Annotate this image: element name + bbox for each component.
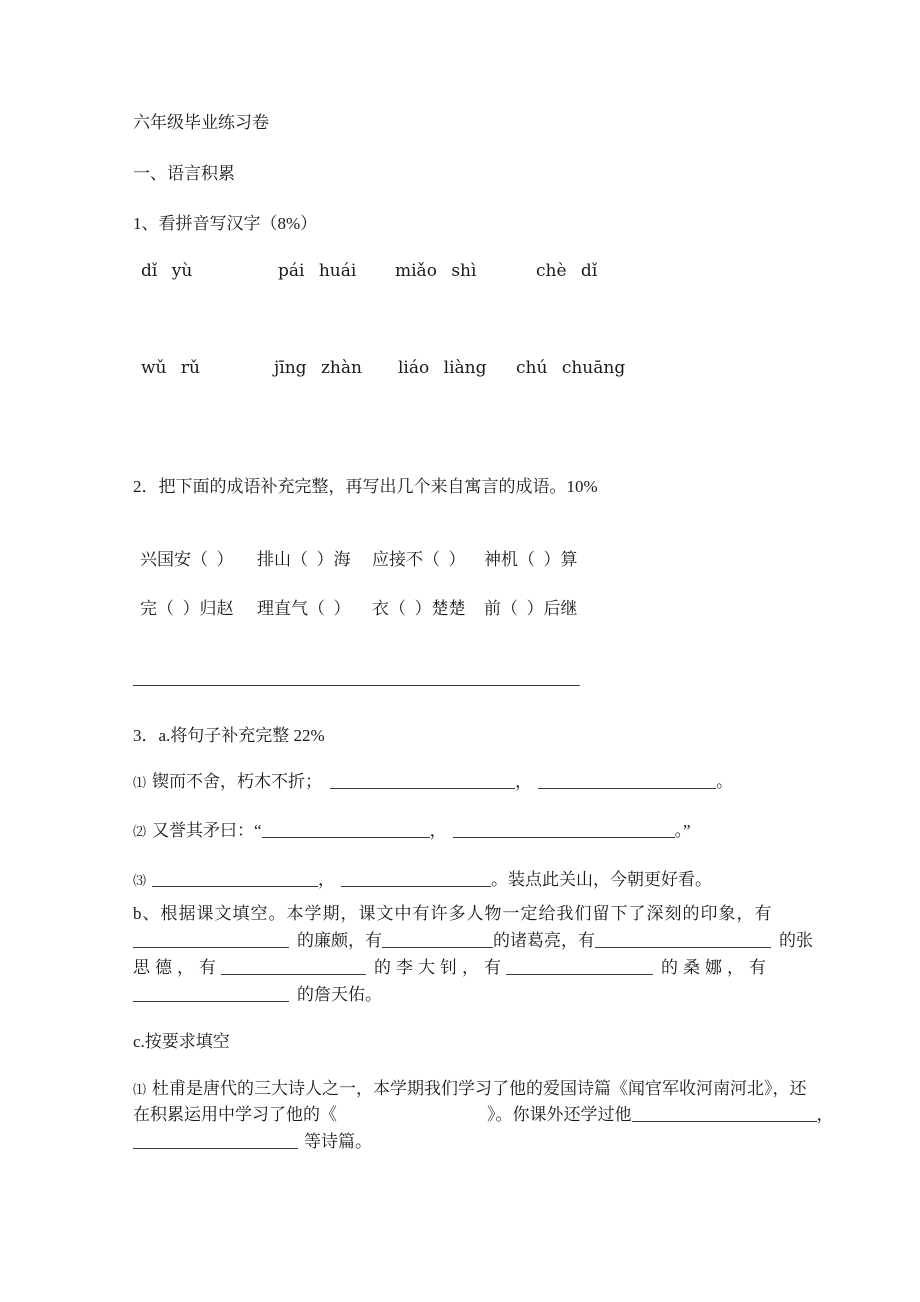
fill-blank [133,986,289,1002]
idiom-item: 完（ ）归赵 [140,599,234,618]
q3c-label-text: c.按要求填空 [133,1032,230,1051]
q2-label-text: 2．把下面的成语补充完整，再写出几个来自寓言的成语。10% [133,477,598,496]
section1-heading-text: 一、语言积累 [133,164,235,183]
pinyin-word: wǔ rǔ [141,358,200,378]
fill-blank [133,1133,298,1149]
idiom-item: 兴国安（ ） [140,550,234,569]
paragraph-text: 的李大钊，有 [374,958,506,977]
paragraph-text: 的桑娜，有 [661,958,771,977]
item-text: ， [515,772,533,791]
item-text: ， [318,870,336,889]
fill-blank [538,773,716,789]
item-text: 。” [674,821,691,840]
q3b-line-4 [133,984,803,1006]
pinyin-word: pái huái [278,261,357,281]
pinyin-word: dǐ yù [141,261,193,281]
idiom-item: 排山（ ）海 [257,550,351,569]
paragraph-text: 的詹天佑。 [297,985,382,1004]
fill-blank [330,773,515,789]
exam-title-text: 六年级毕业练习卷 [133,113,269,132]
idiom-item: 应接不（ ） [372,550,466,569]
fill-blank [341,871,491,887]
q3c-line-1 [133,1078,807,1102]
paragraph-text: 在积累运用中学习了他的《 [133,1105,337,1124]
q3b-line-3 [133,957,803,979]
q1-label-text: 1、看拼音写汉字（8%） [133,214,318,233]
paragraph-text: 等诗篇。 [304,1132,372,1151]
idiom-item: 前（ ）后继 [484,599,578,618]
q3-item-3 [133,869,803,893]
paragraph-text: 的廉颇，有 [297,931,382,950]
q3b-line-2 [133,930,813,952]
fill-blank [595,932,771,948]
paragraph-text: 杜甫是唐代的三大诗人之一，本学期我们学习了他的爱国诗篇《闻官军收河南河北》，还 [152,1079,807,1098]
idiom-item: 理直气（ ） [257,599,351,618]
item-number: ⑴ [133,776,147,791]
q3c-label [133,1031,803,1053]
fill-blank [262,822,430,838]
pinyin-word: chú chuāng [516,358,626,378]
item-text: 。 [716,772,734,791]
fill-blank [133,932,289,948]
fill-blank [453,822,675,838]
answer-blank-line [133,670,580,686]
q3-label [133,725,803,747]
q3c-line-3 [133,1131,803,1153]
pinyin-word: miǎo shì [395,261,477,281]
paragraph-text: ， [816,1105,834,1124]
item-text: 锲而不舍，朽木不折； [152,772,323,791]
q3-label-text: 3．a.将句子补充完整 22% [133,726,325,745]
idiom-item: 神机（ ）算 [484,550,578,569]
item-number: ⑴ [133,1083,147,1098]
q1-label [133,213,803,235]
paragraph-text: b、根据课文填空。本学期，课文中有许多人物一定给我们留下了深刻的印象，有 [133,904,773,923]
book-title-gap [337,1105,487,1120]
paragraph-text: 的张 [779,931,813,950]
paragraph-text: 的诸葛亮，有 [493,931,595,950]
fill-blank [152,871,318,887]
item-text: ， [429,821,447,840]
fill-blank [221,959,366,975]
q3-item-1 [133,771,803,795]
fill-blank [506,959,653,975]
q3c-line-2 [133,1104,834,1126]
pinyin-word: jīng zhàn [274,358,362,378]
fill-blank [382,932,493,948]
item-text: 。装点此关山，今朝更好看。 [491,870,713,889]
item-number: ⑶ [133,874,147,889]
paragraph-text: 思德，有 [133,958,221,977]
paragraph-text: 》。你课外还学过他 [487,1105,632,1124]
pinyin-word: chè dǐ [536,261,598,281]
pinyin-word: liáo liàng [398,358,487,378]
section1-heading [133,163,803,185]
q3b-line-1 [133,903,803,925]
q2-label [133,476,803,498]
q3-item-2 [133,820,803,844]
item-number: ⑵ [133,825,147,840]
fill-blank [632,1106,817,1122]
idiom-item: 衣（ ）楚楚 [372,599,466,618]
q2-answer-line [133,668,803,690]
exam-title [133,112,803,134]
item-text: 又誉其矛曰：“ [152,821,262,840]
